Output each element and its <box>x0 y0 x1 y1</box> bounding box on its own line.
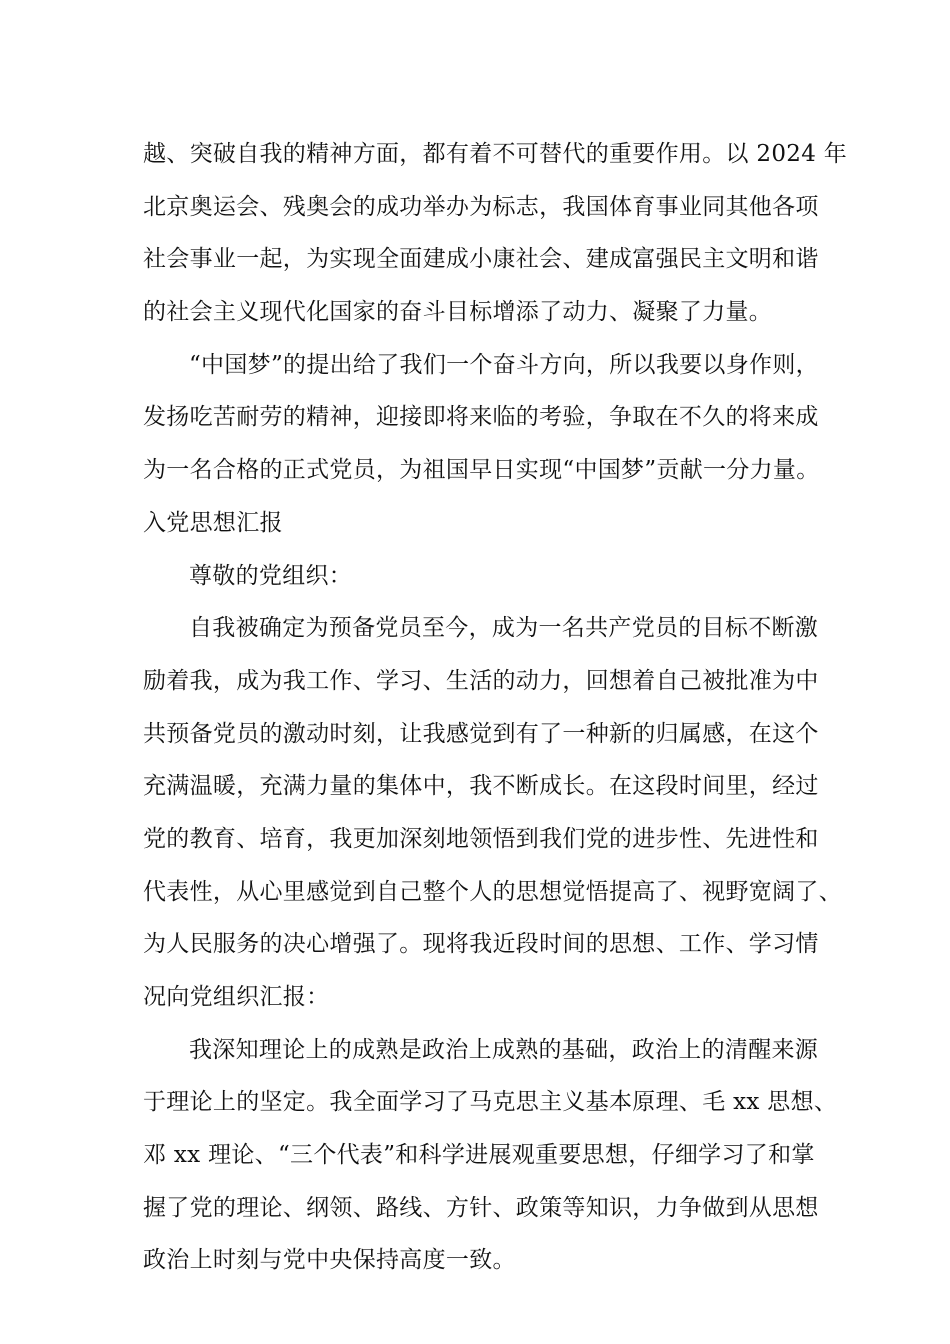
paragraph-line: 党的教育、培育，我更加深刻地领悟到我们党的进步性、先进性和 <box>143 825 819 852</box>
paragraph-line: 为一名合格的正式党员，为祖国早日实现“中国梦”贡献一分力量。 <box>143 457 820 484</box>
paragraph-line: 北京奥运会、残奥会的成功举办为标志，我国体育事业同其他各项 <box>143 193 819 220</box>
section-heading: 入党思想汇报 <box>143 509 283 536</box>
paragraph-line: 邓 xx 理论、“三个代表”和科学进展观重要思想，仔细学习了和掌 <box>143 1142 815 1169</box>
paragraph-line: 越、突破自我的精神方面，都有着不可替代的重要作用。以 2024 年 <box>143 141 848 167</box>
paragraph-line: 握了党的理论、纲领、路线、方针、政策等知识，力争做到从思想 <box>143 1194 819 1221</box>
paragraph-line: 励着我，成为我工作、学习、生活的动力，回想着自己被批准为中 <box>143 667 819 694</box>
paragraph-line: 代表性，从心里感觉到自己整个人的思想觉悟提高了、视野宽阔了、 <box>143 878 842 905</box>
paragraph-line: 社会事业一起，为实现全面建成小康社会、建成富强民主文明和谐 <box>143 246 819 273</box>
paragraph-line: 为人民服务的决心增强了。现将我近段时间的思想、工作、学习情 <box>143 931 819 958</box>
salutation: 尊敬的党组织： <box>189 562 353 589</box>
paragraph-line: 发扬吃苦耐劳的精神，迎接即将来临的考验，争取在不久的将来成 <box>143 404 819 431</box>
paragraph-line: 我深知理论上的成熟是政治上成熟的基础，政治上的清醒来源 <box>189 1036 819 1063</box>
document-body <box>143 128 848 1287</box>
paragraph-line: 况向党组织汇报： <box>143 984 330 1010</box>
paragraph-line: “中国梦”的提出给了我们一个奋斗方向，所以我要以身作则， <box>189 351 819 378</box>
paragraph-line: 于理论上的坚定。我全面学习了马克思主义基本原理、毛 xx 思想、 <box>143 1089 838 1116</box>
paragraph-line: 自我被确定为预备党员至今，成为一名共产党员的目标不断激 <box>189 615 819 642</box>
paragraph-line: 充满温暖，充满力量的集体中，我不断成长。在这段时间里，经过 <box>143 773 819 800</box>
paragraph-line: 政治上时刻与党中央保持高度一致。 <box>143 1247 516 1274</box>
paragraph-line: 共预备党员的激动时刻，让我感觉到有了一种新的归属感，在这个 <box>143 720 819 747</box>
paragraph-line: 的社会主义现代化国家的奋斗目标增添了动力、凝聚了力量。 <box>143 299 773 326</box>
